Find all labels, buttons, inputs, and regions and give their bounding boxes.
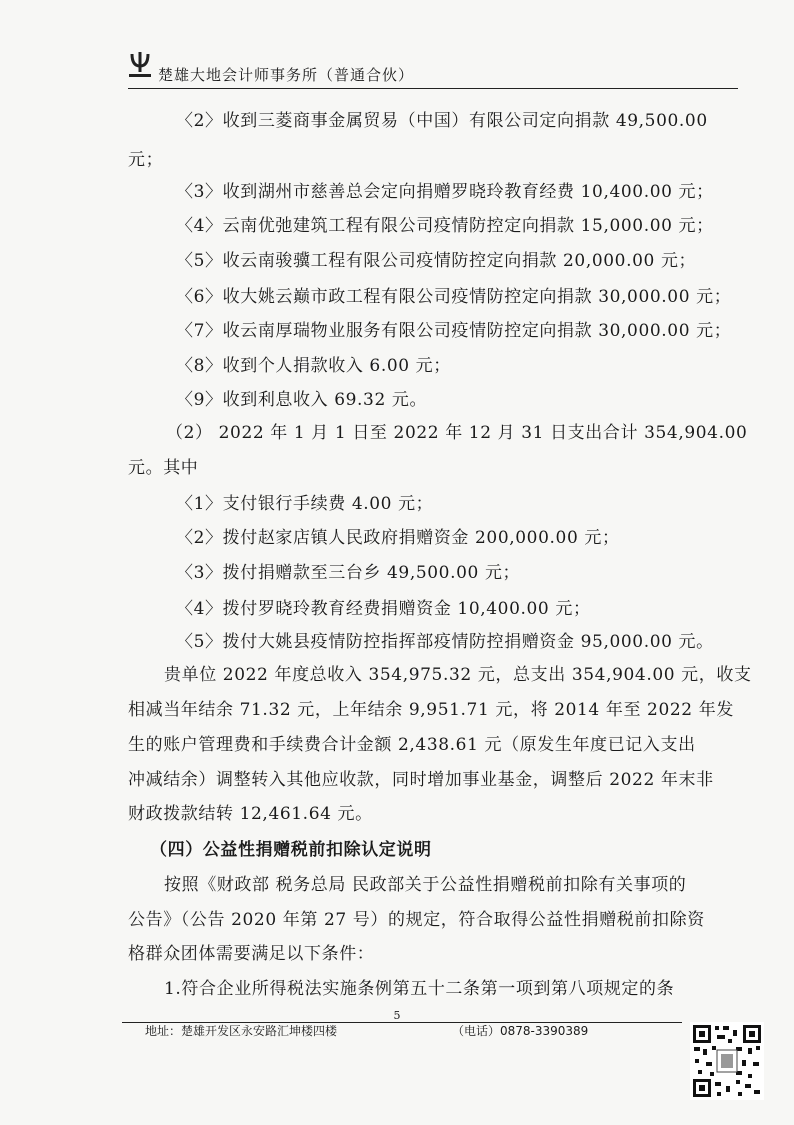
body-line: 〈6〉收大姚云巅市政工程有限公司疫情防控定向捐款 30,000.00 元；	[176, 287, 732, 307]
body-line: 〈4〉拨付罗晓玲教育经费捐赠资金 10,400.00 元；	[176, 599, 591, 619]
body-line: 冲减结余）调整转入其他应收款，同时增加事业基金，调整后 2022 年末非	[128, 770, 714, 790]
body-line: 〈7〉收云南厚瑞物业服务有限公司疫情防控定向捐款 30,000.00 元；	[176, 321, 732, 341]
firm-logo-icon	[128, 50, 152, 80]
footer-address: 地址：楚雄开发区永安路汇坤楼四楼	[145, 1024, 338, 1038]
body-line: 〈2〉收到三菱商事金属贸易（中国）有限公司定向捐款 49,500.00	[176, 111, 708, 131]
page-number: 5	[393, 1009, 401, 1022]
body-line: 〈4〉云南优弛建筑工程有限公司疫情防控定向捐款 15,000.00 元；	[176, 216, 714, 236]
body-line: 〈3〉拨付捐赠款至三台乡 49,500.00 元；	[176, 563, 521, 583]
body-line: 公告》（公告 2020 年第 27 号）的规定，符合取得公益性捐赠税前扣除资	[128, 910, 705, 930]
firm-name: 楚雄大地会计师事务所（普通合伙）	[158, 66, 415, 84]
page-header	[128, 48, 738, 89]
body-line: 〈5〉拨付大姚县疫情防控指挥部疫情防控捐赠资金 95,000.00 元。	[176, 632, 714, 652]
body-line: 〈9〉收到利息收入 69.32 元。	[176, 390, 428, 410]
qr-code-icon	[690, 1022, 764, 1100]
body-line: 元；	[128, 150, 164, 170]
body-line: 〈8〉收到个人捐款收入 6.00 元；	[176, 356, 451, 376]
body-line: 格群众团体需要满足以下条件：	[128, 944, 375, 964]
body-line: 元。其中	[128, 458, 199, 478]
body-line: 〈2〉拨付赵家店镇人民政府捐赠资金 200,000.00 元；	[176, 528, 620, 548]
footer-phone: （电话）0878-3390389	[452, 1024, 589, 1038]
body-line: 〈1〉支付银行手续费 4.00 元；	[176, 494, 434, 514]
section-heading: （四）公益性捐赠税前扣除认定说明	[150, 840, 432, 860]
body-line: 财政拨款结转 12,461.64 元。	[128, 804, 373, 824]
body-line: 生的账户管理费和手续费合计金额 2,438.61 元（原发生年度已记入支出	[128, 735, 696, 755]
body-line: （2） 2022 年 1 月 1 日至 2022 年 12 月 31 日支出合计 354,904.00	[166, 423, 748, 443]
body-line: 贵单位 2022 年度总收入 354,975.32 元，总支出 354,904.00 元，收支	[164, 665, 752, 685]
body-line: 相减当年结余 71.32 元，上年结余 9,951.71 元，将 2014 年至 2022 年发	[128, 700, 734, 720]
body-line: 按照《财政部 税务总局 民政部关于公益性捐赠税前扣除有关事项的	[164, 875, 687, 895]
body-line: 〈3〉收到湖州市慈善总会定向捐赠罗晓玲教育经费 10,400.00 元；	[176, 182, 714, 202]
body-line: 〈5〉收云南骏骥工程有限公司疫情防控定向捐款 20,000.00 元；	[176, 251, 697, 271]
body-line: 1.符合企业所得税法实施条例第五十二条第一项到第八项规定的条	[164, 979, 675, 999]
